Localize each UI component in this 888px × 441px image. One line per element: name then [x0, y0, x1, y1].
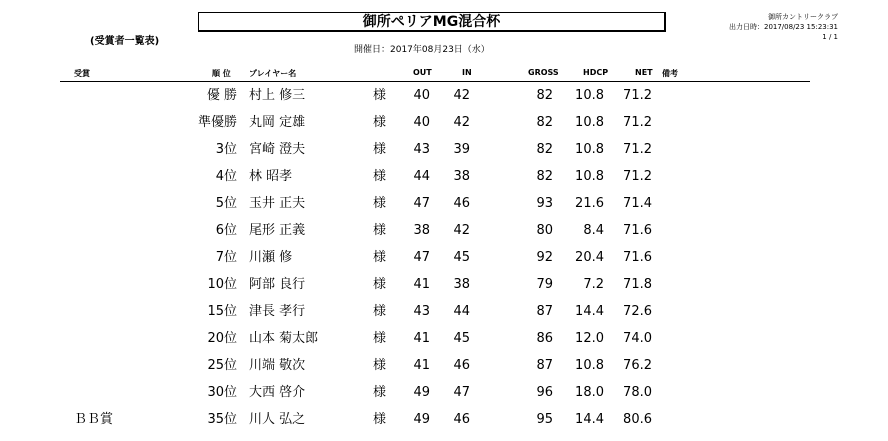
out-score-cell: 47	[413, 196, 430, 211]
out-score-cell: 43	[413, 142, 430, 157]
net-score-cell: 71.8	[623, 277, 652, 292]
out-score-cell: 47	[413, 250, 430, 265]
gross-score-cell: 79	[536, 277, 553, 292]
header-remarks: 備考	[662, 69, 678, 78]
player-name-cell: 林 昭孝	[249, 169, 293, 184]
page-number: 1 / 1	[822, 33, 838, 41]
handicap-cell: 10.8	[575, 169, 604, 184]
player-name-cell: 川瀬 修	[249, 250, 293, 265]
rank-cell: 優 勝	[206, 88, 237, 103]
rank-cell: 35位	[207, 412, 237, 427]
gross-score-cell: 82	[536, 169, 553, 184]
net-score-cell: 71.2	[623, 88, 652, 103]
gross-score-cell: 82	[536, 88, 553, 103]
header-award: 受賞	[74, 69, 90, 78]
honorific-cell: 様	[373, 385, 387, 400]
rank-cell: 準優勝	[197, 115, 237, 130]
net-score-cell: 80.6	[623, 412, 652, 427]
handicap-cell: 21.6	[575, 196, 604, 211]
header-net: NET	[635, 68, 653, 77]
rank-cell: 25位	[207, 358, 237, 373]
in-score-cell: 46	[453, 358, 470, 373]
award-cell: ＢＢ賞	[74, 412, 114, 427]
honorific-cell: 様	[373, 331, 387, 346]
rank-cell: 3位	[215, 142, 237, 157]
header-hdcp: HDCP	[583, 68, 609, 77]
net-score-cell: 78.0	[623, 385, 652, 400]
out-score-cell: 49	[413, 412, 430, 427]
header-divider	[60, 81, 810, 82]
table-row	[0, 86, 888, 113]
net-score-cell: 71.2	[623, 169, 652, 184]
honorific-cell: 様	[373, 196, 387, 211]
honorific-cell: 様	[373, 169, 387, 184]
table-row	[0, 167, 888, 194]
table-row	[0, 194, 888, 221]
handicap-cell: 10.8	[575, 115, 604, 130]
report-subtitle: (受賞者一覧表)	[90, 36, 160, 47]
printed-datetime: 出力日時：2017/08/23 15:23:31	[728, 23, 838, 31]
player-name-cell: 川人 弘之	[249, 412, 306, 427]
honorific-cell: 様	[373, 223, 387, 238]
out-score-cell: 38	[413, 223, 430, 238]
handicap-cell: 10.8	[575, 88, 604, 103]
table-row	[0, 248, 888, 275]
handicap-cell: 14.4	[575, 412, 604, 427]
table-row	[0, 329, 888, 356]
in-score-cell: 46	[453, 196, 470, 211]
in-score-cell: 45	[453, 331, 470, 346]
honorific-cell: 様	[373, 115, 387, 130]
table-row	[0, 302, 888, 329]
player-name-cell: 玉井 正夫	[249, 196, 306, 211]
in-score-cell: 42	[453, 115, 470, 130]
out-score-cell: 41	[413, 331, 430, 346]
rank-cell: 7位	[215, 250, 237, 265]
player-name-cell: 丸岡 定雄	[249, 115, 306, 130]
net-score-cell: 72.6	[623, 304, 652, 319]
table-row	[0, 140, 888, 167]
report-title: 御所ペリアMG混合杯	[198, 12, 666, 32]
handicap-cell: 8.4	[583, 223, 604, 238]
out-score-cell: 49	[413, 385, 430, 400]
table-row	[0, 221, 888, 248]
honorific-cell: 様	[373, 277, 387, 292]
player-name-cell: 川端 敬次	[249, 358, 306, 373]
out-score-cell: 40	[413, 115, 430, 130]
rank-cell: 30位	[207, 385, 237, 400]
rank-cell: 20位	[207, 331, 237, 346]
player-name-cell: 津長 孝行	[249, 304, 306, 319]
out-score-cell: 43	[413, 304, 430, 319]
honorific-cell: 様	[373, 304, 387, 319]
gross-score-cell: 86	[536, 331, 553, 346]
in-score-cell: 39	[453, 142, 470, 157]
in-score-cell: 42	[453, 88, 470, 103]
honorific-cell: 様	[373, 412, 387, 427]
honorific-cell: 様	[373, 250, 387, 265]
in-score-cell: 38	[453, 277, 470, 292]
in-score-cell: 42	[453, 223, 470, 238]
gross-score-cell: 82	[536, 142, 553, 157]
table-row	[0, 410, 888, 437]
gross-score-cell: 82	[536, 115, 553, 130]
net-score-cell: 71.6	[623, 250, 652, 265]
honorific-cell: 様	[373, 358, 387, 373]
rank-cell: 10位	[207, 277, 237, 292]
header-in: IN	[462, 68, 472, 77]
gross-score-cell: 87	[536, 358, 553, 373]
handicap-cell: 10.8	[575, 142, 604, 157]
results-table	[0, 86, 888, 437]
in-score-cell: 47	[453, 385, 470, 400]
header-rank: 順 位	[212, 69, 231, 78]
table-row	[0, 275, 888, 302]
handicap-cell: 20.4	[575, 250, 604, 265]
net-score-cell: 71.4	[623, 196, 652, 211]
in-score-cell: 38	[453, 169, 470, 184]
player-name-cell: 尾形 正義	[249, 223, 306, 238]
rank-cell: 15位	[207, 304, 237, 319]
out-score-cell: 41	[413, 358, 430, 373]
rank-cell: 6位	[215, 223, 237, 238]
club-name: 御所カントリークラブ	[768, 13, 838, 21]
gross-score-cell: 92	[536, 250, 553, 265]
net-score-cell: 71.6	[623, 223, 652, 238]
net-score-cell: 74.0	[623, 331, 652, 346]
out-score-cell: 40	[413, 88, 430, 103]
player-name-cell: 山本 菊太郎	[249, 331, 319, 346]
in-score-cell: 46	[453, 412, 470, 427]
gross-score-cell: 80	[536, 223, 553, 238]
table-row	[0, 113, 888, 140]
table-row	[0, 383, 888, 410]
table-row	[0, 356, 888, 383]
handicap-cell: 7.2	[583, 277, 604, 292]
handicap-cell: 18.0	[575, 385, 604, 400]
gross-score-cell: 96	[536, 385, 553, 400]
net-score-cell: 71.2	[623, 115, 652, 130]
in-score-cell: 45	[453, 250, 470, 265]
out-score-cell: 41	[413, 277, 430, 292]
event-date: 開催日：2017年08月23日（水）	[354, 45, 490, 55]
header-gross: GROSS	[528, 68, 559, 77]
in-score-cell: 44	[453, 304, 470, 319]
net-score-cell: 76.2	[623, 358, 652, 373]
header-out: OUT	[413, 68, 432, 77]
handicap-cell: 12.0	[575, 331, 604, 346]
player-name-cell: 阿部 良行	[249, 277, 306, 292]
out-score-cell: 44	[413, 169, 430, 184]
honorific-cell: 様	[373, 88, 387, 103]
rank-cell: 5位	[215, 196, 237, 211]
player-name-cell: 宮崎 澄夫	[249, 142, 306, 157]
net-score-cell: 71.2	[623, 142, 652, 157]
player-name-cell: 大西 啓介	[249, 385, 306, 400]
gross-score-cell: 87	[536, 304, 553, 319]
gross-score-cell: 93	[536, 196, 553, 211]
gross-score-cell: 95	[536, 412, 553, 427]
rank-cell: 4位	[215, 169, 237, 184]
handicap-cell: 10.8	[575, 358, 604, 373]
player-name-cell: 村上 修三	[249, 88, 306, 103]
handicap-cell: 14.4	[575, 304, 604, 319]
header-player: プレイヤー名	[249, 69, 297, 78]
honorific-cell: 様	[373, 142, 387, 157]
